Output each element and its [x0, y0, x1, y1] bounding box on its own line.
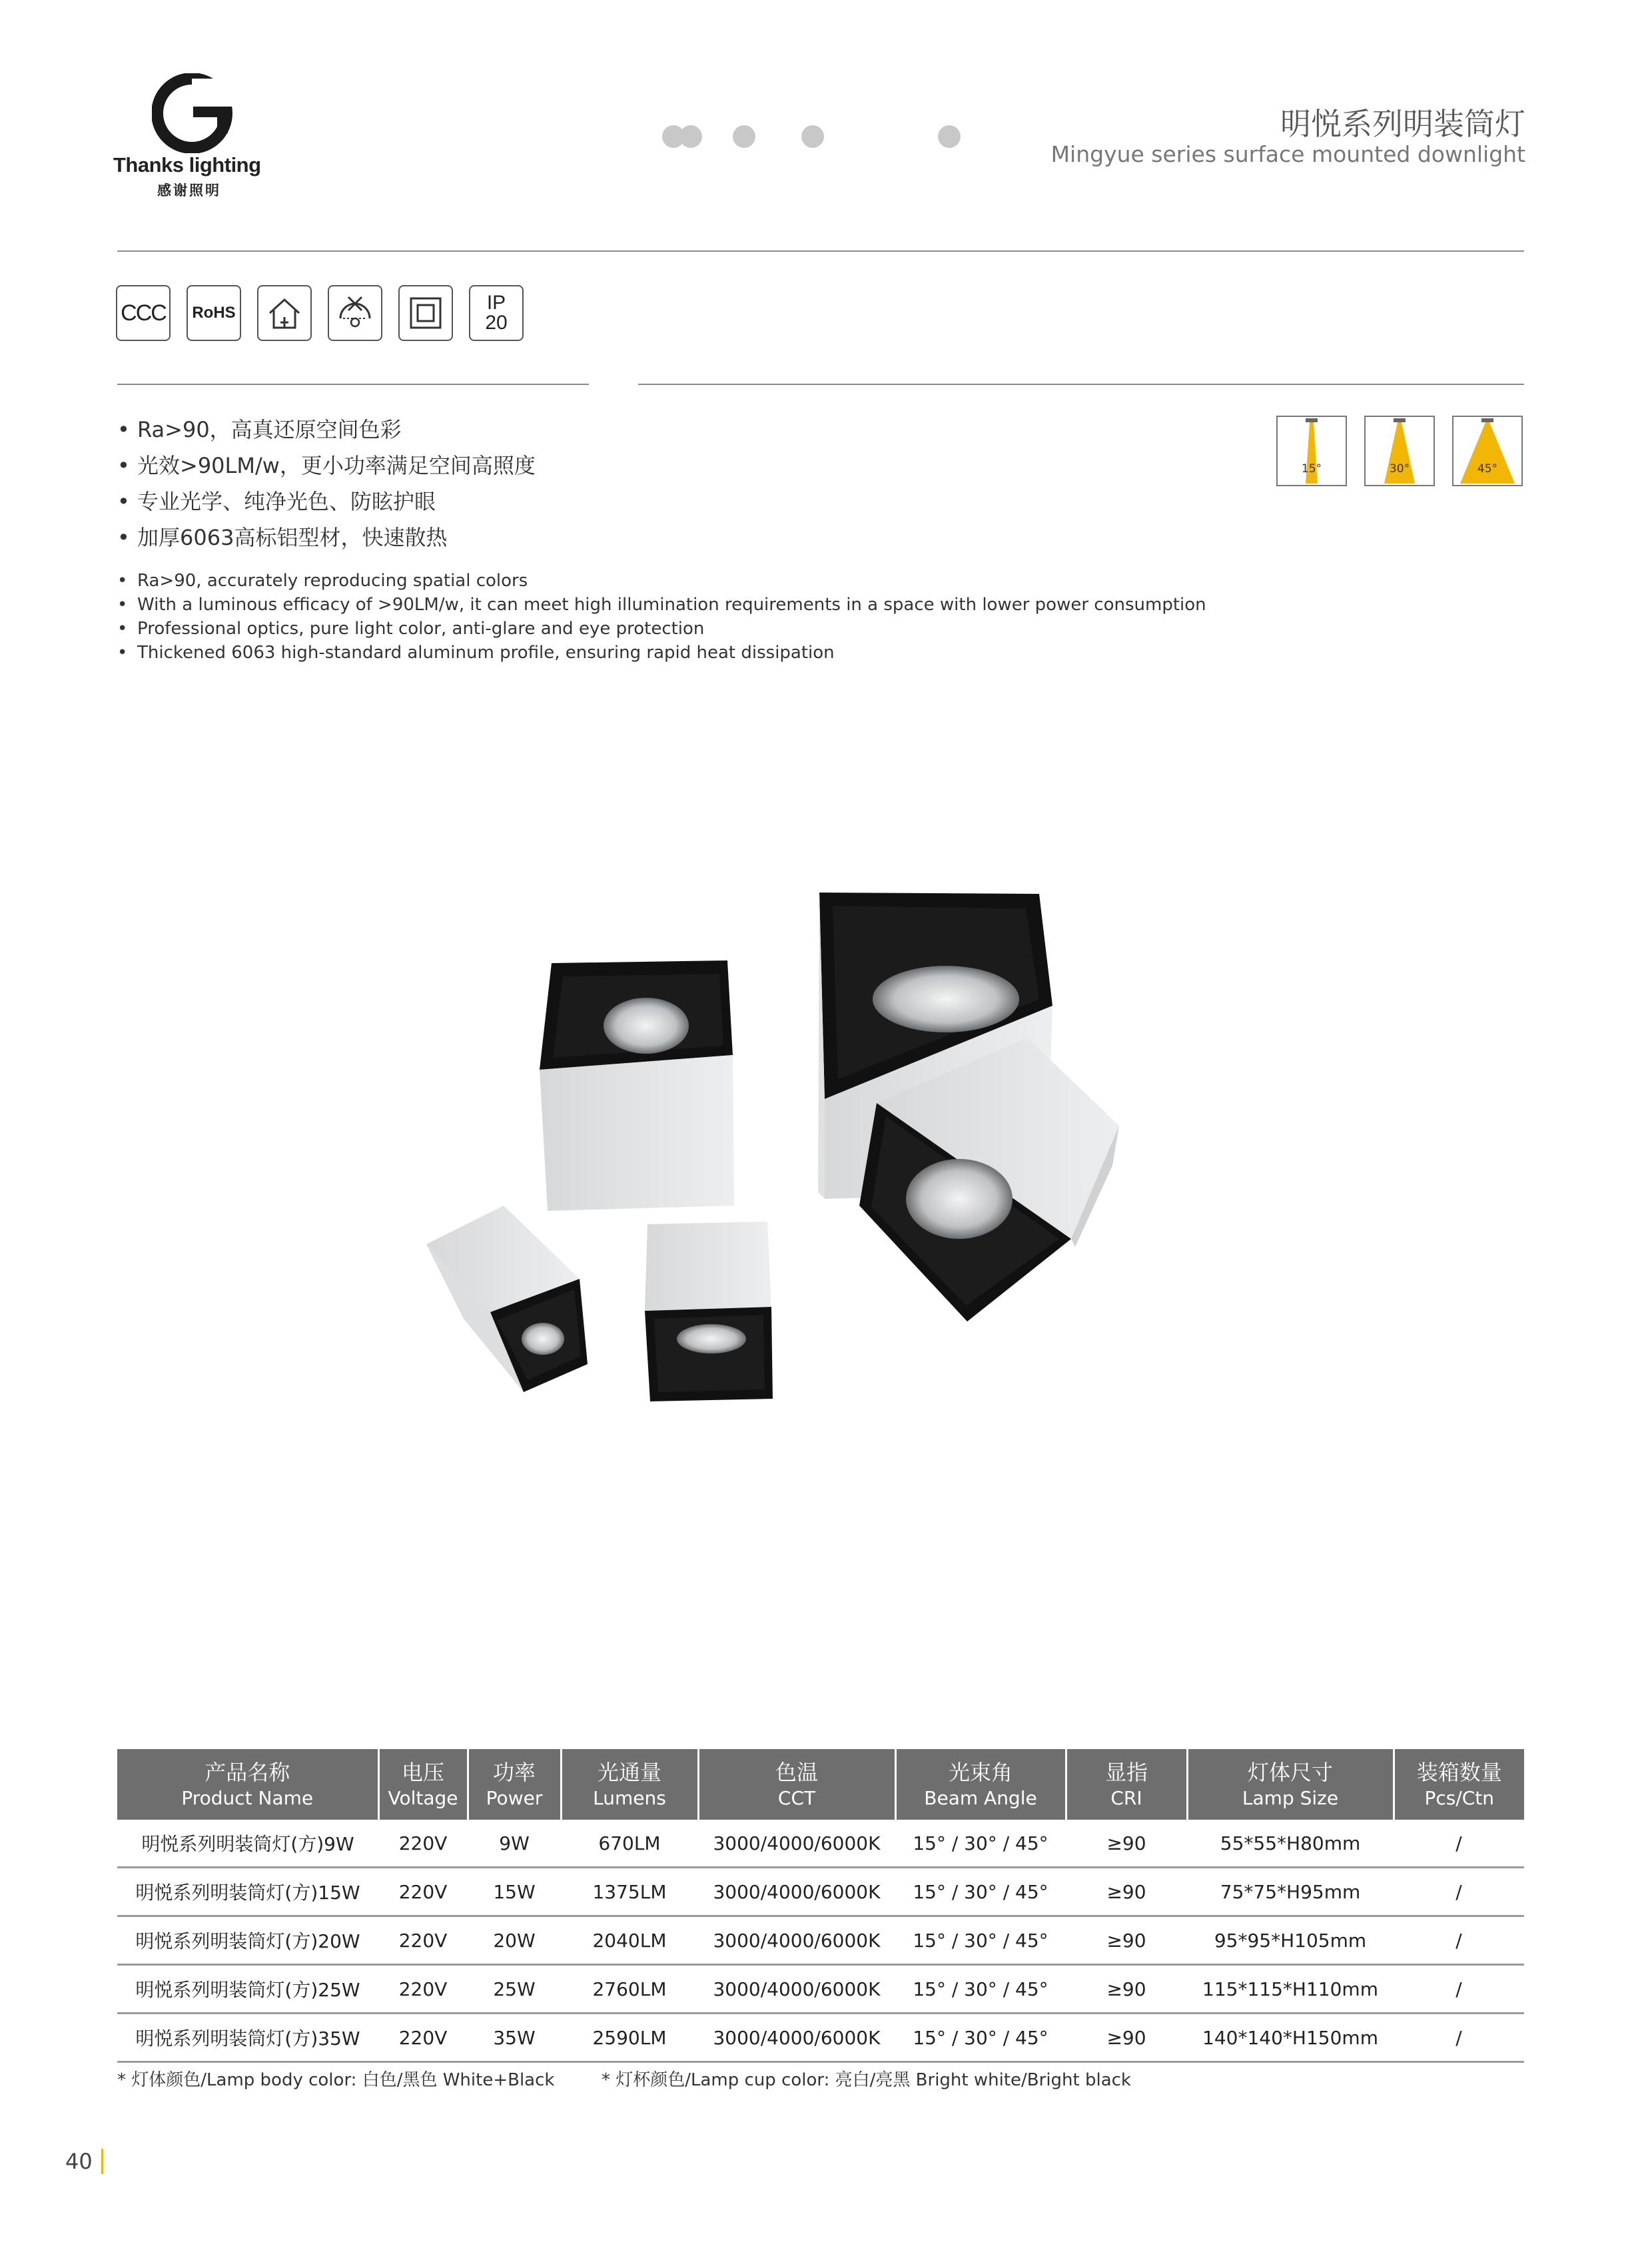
page-title-cn: 明悦系列明装筒灯 — [1280, 106, 1525, 142]
decorative-dots — [659, 125, 979, 149]
list-item: • Professional optics, pure light color, anti-glare and eye protection — [117, 619, 705, 639]
class-ii-insulation-icon — [398, 285, 453, 341]
indoor-use-icon — [257, 285, 312, 341]
ccc-badge: CCC — [116, 285, 171, 341]
col-header: 显指 CRI — [1066, 1749, 1187, 1820]
col-header: 光束角 Beam Angle — [895, 1749, 1066, 1820]
page-title-en: Mingyue series surface mounted downlight — [1050, 141, 1525, 167]
list-item: • Thickened 6063 high-standard aluminum profile, ensuring rapid heat dissipation — [117, 643, 835, 663]
list-item: • Ra>90, accurately reproducing spatial colors — [117, 571, 528, 591]
lamp-15w — [645, 1222, 773, 1401]
brand-logo — [113, 73, 286, 206]
spec-table — [117, 1749, 1524, 2063]
logo-g-icon — [152, 73, 245, 153]
table-row: 明悦系列明装筒灯(方)35W 220V 35W 2590LM 3000/4000/6000K 15° / 30° / 45° ≥90 140*140*H150mm / — [117, 2014, 1524, 2062]
header-divider — [117, 250, 1524, 252]
beam-angle-30-icon: 30° — [1364, 416, 1435, 486]
page-number: 40 — [65, 2149, 93, 2174]
color-notes — [117, 2066, 1131, 2091]
beam-angle-45-icon: 45° — [1452, 416, 1523, 486]
lamp-25w — [540, 960, 734, 1211]
cup-color-note: * 灯杯颜色/Lamp cup color: 亮白/亮黑 Bright white/Bright black — [601, 2070, 1131, 2090]
col-header: 色温 CCT — [698, 1749, 895, 1820]
dot-icon — [733, 125, 755, 148]
ip20-badge: IP 20 — [469, 285, 524, 341]
features-en-list — [117, 569, 1206, 665]
no-cover-insulation-icon — [328, 285, 382, 341]
product-image — [426, 879, 1212, 1412]
section-divider-left — [117, 384, 589, 385]
table-row: 明悦系列明装筒灯(方)15W 220V 15W 1375LM 3000/4000/6000K 15° / 30° / 45° ≥90 75*75*H95mm / — [117, 1868, 1524, 1916]
table-row: 明悦系列明装筒灯(方)20W 220V 20W 2040LM 3000/4000/6000K 15° / 30° / 45° ≥90 95*95*H105mm / — [117, 1916, 1524, 1965]
features-cn-list — [117, 412, 536, 556]
col-header: 灯体尺寸 Lamp Size — [1187, 1749, 1394, 1820]
list-item: • 光效>90LM/w，更小功率满足空间高照度 — [117, 453, 536, 478]
list-item: • 加厚6063高标铝型材，快速散热 — [117, 525, 448, 550]
table-header-row — [117, 1749, 1524, 1820]
col-header: 电压 Voltage — [378, 1749, 468, 1820]
dot-icon — [801, 125, 824, 148]
rohs-badge: RoHS — [187, 285, 241, 341]
col-header: 功率 Power — [468, 1749, 561, 1820]
lamp-9w — [426, 1206, 588, 1392]
section-divider-right — [638, 384, 1524, 385]
brand-name-cn: 感谢照明 — [157, 183, 221, 198]
list-item: • 专业光学、纯净光色、防眩护眼 — [117, 489, 436, 514]
col-header: 光通量 Lumens — [561, 1749, 698, 1820]
list-item: • Ra>90，高真还原空间色彩 — [117, 417, 402, 442]
dot-icon — [938, 125, 961, 148]
table-row: 明悦系列明装筒灯(方)25W 220V 25W 2760LM 3000/4000/6000K 15° / 30° / 45° ≥90 115*115*H110mm / — [117, 1965, 1524, 2014]
body-color-note: * 灯体颜色/Lamp body color: 白色/黑色 White+Black — [117, 2070, 555, 2090]
col-header: 产品名称 Product Name — [117, 1749, 378, 1820]
brand-name: Thanks lighting — [113, 153, 261, 177]
beam-angle-15-icon: 15° — [1276, 416, 1347, 486]
dot-icon — [679, 125, 702, 148]
list-item: • With a luminous efficacy of >90LM/w, it can meet high illumination requirements in a space with lower power consumption — [117, 595, 1206, 615]
table-row: 明悦系列明装筒灯(方)9W 220V 9W 670LM 3000/4000/6000K 15° / 30° / 45° ≥90 55*55*H80mm / — [117, 1820, 1524, 1868]
page-number-accent — [101, 2149, 103, 2174]
col-header: 装箱数量 Pcs/Ctn — [1394, 1749, 1524, 1820]
